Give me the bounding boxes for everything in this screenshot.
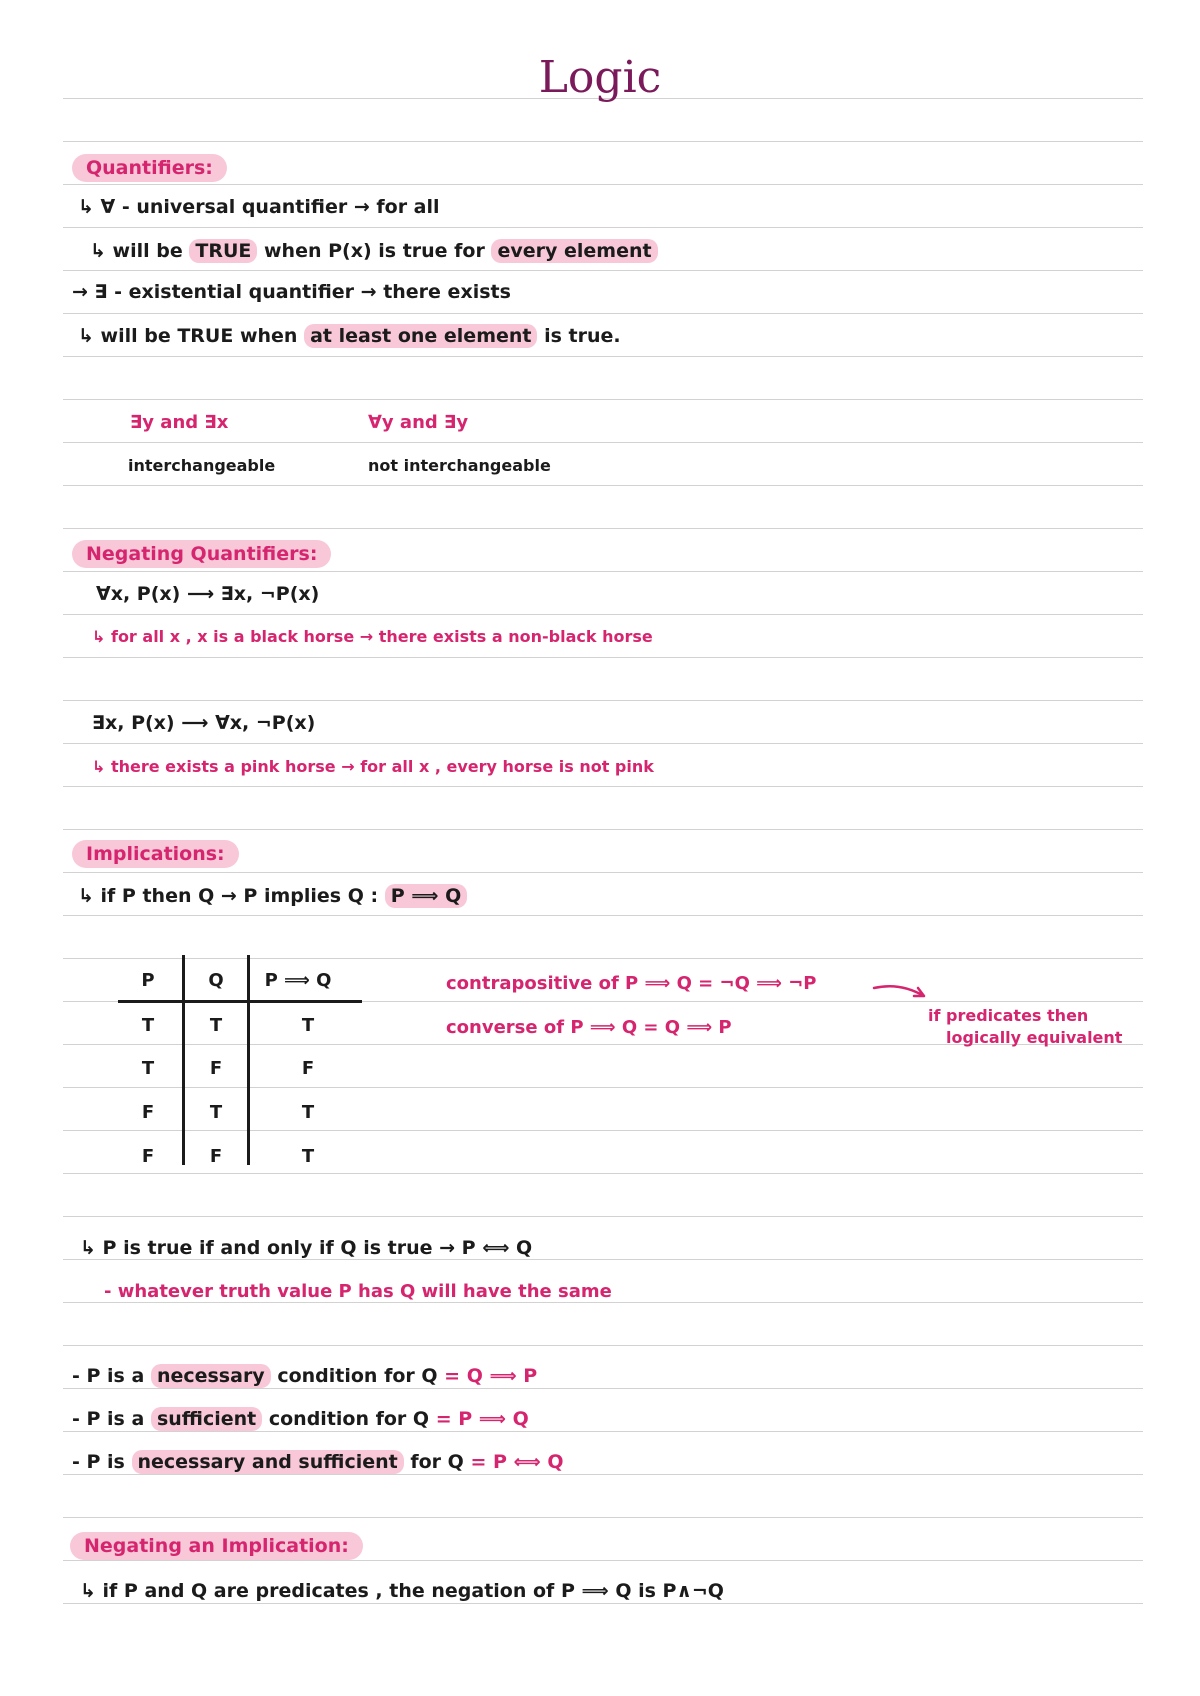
ruled-line: [63, 1517, 1143, 1518]
ruled-line: [63, 1474, 1143, 1475]
table-divider: [182, 955, 185, 1165]
ruled-line: [63, 399, 1143, 400]
table-cell: T: [301, 1102, 315, 1123]
table-cell: T: [209, 1102, 223, 1123]
ruled-line: [63, 1345, 1143, 1346]
table-header-rule: [118, 1000, 362, 1003]
contrapositive-note: contrapositive of P ⟹ Q = ¬Q ⟹ ¬P: [446, 973, 817, 994]
ruled-line: [63, 1087, 1143, 1088]
ruled-line: [63, 270, 1143, 271]
table-cell: T: [301, 1146, 315, 1167]
ruled-line: [63, 1431, 1143, 1432]
ruled-line: [63, 528, 1143, 529]
not-interchangeable-example: ∀y and ∃y: [368, 412, 469, 433]
ruled-line: [63, 141, 1143, 142]
ruled-line: [63, 227, 1143, 228]
implication-definition-line: [78, 885, 467, 907]
table-cell: F: [141, 1146, 155, 1167]
universal-true-line: [90, 240, 658, 262]
table-cell: T: [301, 1015, 315, 1036]
negating-implication-line: ↳ if P and Q are predicates , the negation of P ⟹ Q is P∧¬Q: [80, 1580, 724, 1602]
interchangeable-label: interchangeable: [128, 456, 276, 475]
ruled-line: [63, 614, 1143, 615]
text-span: - P is a: [72, 1365, 145, 1387]
ruled-line: [63, 743, 1143, 744]
highlight-at-least-one: at least one element: [304, 324, 537, 348]
ruled-line: [63, 1259, 1143, 1260]
iff-explanation-line: - whatever truth value P has Q will have the same: [104, 1281, 612, 1302]
ruled-line: [63, 700, 1143, 701]
ruled-line: [63, 1130, 1143, 1131]
highlight-sufficient: sufficient: [151, 1407, 262, 1431]
section-heading-quantifiers: Quantifiers:: [72, 154, 227, 182]
text-span: = P ⟺ Q: [470, 1451, 564, 1473]
text-span: for Q: [410, 1451, 464, 1473]
ruled-line: [63, 1603, 1143, 1604]
highlight-necessary: necessary: [151, 1364, 271, 1388]
text-span: - P is a: [72, 1408, 145, 1430]
highlight-necessary-and-sufficient: necessary and sufficient: [132, 1450, 404, 1474]
not-interchangeable-label: not interchangeable: [368, 456, 551, 475]
equivalence-note-line-1: if predicates then: [928, 1006, 1089, 1025]
highlight-p-implies-q: P ⟹ Q: [385, 884, 468, 908]
highlight-every-element: every element: [491, 239, 657, 263]
text-span: = P ⟹ Q: [435, 1408, 529, 1430]
equivalence-note-line-2: logically equivalent: [946, 1028, 1123, 1047]
ruled-line: [63, 184, 1143, 185]
necessary-sufficient-line: [72, 1451, 564, 1473]
table-cell: T: [141, 1015, 155, 1036]
ruled-line: [63, 915, 1143, 916]
text-span: ↳ will be TRUE when: [78, 325, 298, 347]
table-cell: T: [209, 1015, 223, 1036]
ruled-line: [63, 1216, 1143, 1217]
text-span: when P(x) is true for: [263, 240, 485, 262]
ruled-line: [63, 829, 1143, 830]
interchangeable-example: ∃y and ∃x: [130, 412, 229, 433]
ruled-line: [63, 313, 1143, 314]
quantifier-universal-line: ↳ ∀ - universal quantifier → for all: [78, 196, 440, 218]
section-heading-negating-implication: Negating an Implication:: [70, 1532, 363, 1560]
table-cell: F: [209, 1058, 223, 1079]
existential-true-line: [78, 325, 621, 347]
section-heading-implications: Implications:: [72, 840, 239, 868]
ruled-line: [63, 485, 1143, 486]
text-span: is true.: [544, 325, 621, 347]
text-span: condition for Q: [268, 1408, 430, 1430]
ruled-line: [63, 571, 1143, 572]
iff-definition-line: ↳ P is true if and only if Q is true → P ⟺ Q: [80, 1237, 533, 1259]
negation-existential-formula: ∃x, P(x) ⟶ ∀x, ¬P(x): [92, 712, 316, 734]
negation-universal-example: ↳ for all x , x is a black horse → there exists a non-black horse: [92, 627, 653, 646]
ruled-line: [63, 442, 1143, 443]
page-title: Logic: [538, 52, 662, 103]
ruled-line: [63, 1388, 1143, 1389]
table-header: P: [141, 970, 155, 991]
ruled-line: [63, 958, 1143, 959]
negation-existential-example: ↳ there exists a pink horse → for all x , every horse is not pink: [92, 757, 654, 776]
table-cell: F: [301, 1058, 315, 1079]
table-header: P ⟹ Q: [264, 970, 332, 991]
necessary-condition-line: [72, 1365, 537, 1387]
ruled-line: [63, 1560, 1143, 1561]
table-divider: [247, 955, 250, 1165]
text-span: ↳ will be: [90, 240, 183, 262]
text-span: ↳ if P then Q → P implies Q :: [78, 885, 379, 907]
table-cell: F: [141, 1102, 155, 1123]
text-span: - P is: [72, 1451, 125, 1473]
table-header: Q: [208, 970, 224, 991]
ruled-line: [63, 657, 1143, 658]
ruled-line: [63, 1302, 1143, 1303]
ruled-line: [63, 786, 1143, 787]
text-span: = Q ⟹ P: [444, 1365, 538, 1387]
ruled-line: [63, 872, 1143, 873]
converse-note: converse of P ⟹ Q = Q ⟹ P: [446, 1017, 732, 1038]
section-heading-negating-quantifiers: Negating Quantifiers:: [72, 540, 331, 568]
arrow-icon: [872, 980, 928, 1004]
table-cell: T: [141, 1058, 155, 1079]
text-span: condition for Q: [277, 1365, 438, 1387]
ruled-line: [63, 1173, 1143, 1174]
table-cell: F: [209, 1146, 223, 1167]
quantifier-existential-line: → ∃ - existential quantifier → there exists: [72, 281, 511, 303]
sufficient-condition-line: [72, 1408, 529, 1430]
ruled-line: [63, 356, 1143, 357]
highlight-true: TRUE: [189, 239, 257, 263]
negation-universal-formula: ∀x, P(x) ⟶ ∃x, ¬P(x): [96, 583, 320, 605]
